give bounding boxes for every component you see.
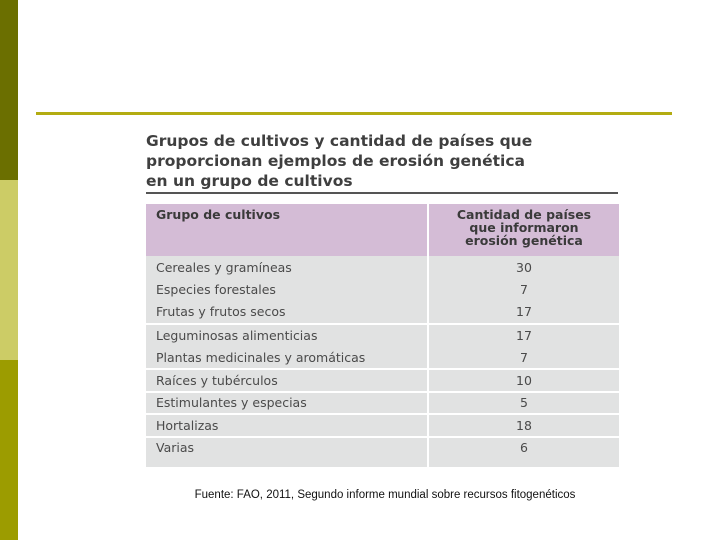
country-count: 5 bbox=[428, 392, 619, 415]
sidebar-band-top bbox=[0, 0, 18, 180]
country-count: 7 bbox=[428, 279, 619, 302]
crop-name: Plantas medicinales y aromáticas bbox=[146, 346, 428, 369]
crop-name: Especies forestales bbox=[146, 279, 428, 302]
header-line: Cantidad de países bbox=[456, 207, 592, 222]
country-count: 17 bbox=[428, 324, 619, 347]
country-count: 10 bbox=[428, 369, 619, 392]
sidebar-band-middle bbox=[0, 180, 18, 360]
table-row bbox=[146, 324, 619, 347]
header-country-count bbox=[428, 204, 619, 256]
sidebar-band-bottom bbox=[0, 360, 18, 540]
country-count: 18 bbox=[428, 414, 619, 437]
crop-name: Estimulantes y especias bbox=[146, 392, 428, 415]
source-caption: Fuente: FAO, 2011, Segundo informe mundial sobre recursos fitogenéticos bbox=[194, 489, 576, 501]
crop-name: Frutas y frutos secos bbox=[146, 301, 428, 324]
figure-title bbox=[146, 131, 626, 191]
country-count: 6 bbox=[428, 437, 619, 467]
title-line: proporcionan ejemplos de erosión genética bbox=[146, 152, 525, 170]
title-line: Grupos de cultivos y cantidad de países que bbox=[146, 132, 533, 150]
header-line: erosión genética bbox=[465, 233, 583, 248]
country-count: 7 bbox=[428, 346, 619, 369]
crop-name: Varias bbox=[146, 437, 428, 467]
country-count: 17 bbox=[428, 301, 619, 324]
table-row bbox=[146, 392, 619, 415]
table-row bbox=[146, 414, 619, 437]
table-row bbox=[146, 279, 619, 302]
table-row bbox=[146, 369, 619, 392]
header-line: que informaron bbox=[469, 220, 579, 235]
table-row bbox=[146, 256, 619, 279]
crop-name: Raíces y tubérculos bbox=[146, 369, 428, 392]
header-crop-group: Grupo de cultivos bbox=[146, 204, 428, 256]
slide-divider bbox=[36, 112, 672, 115]
country-count: 30 bbox=[428, 256, 619, 279]
crop-name: Cereales y gramíneas bbox=[146, 256, 428, 279]
title-line: en un grupo de cultivos bbox=[146, 172, 353, 190]
crop-groups-table bbox=[146, 204, 619, 467]
crop-name: Hortalizas bbox=[146, 414, 428, 437]
table-row bbox=[146, 346, 619, 369]
table-header-row bbox=[146, 204, 619, 256]
table-row bbox=[146, 301, 619, 324]
table-row bbox=[146, 437, 619, 467]
crop-name: Leguminosas alimenticias bbox=[146, 324, 428, 347]
title-rule bbox=[146, 192, 618, 194]
